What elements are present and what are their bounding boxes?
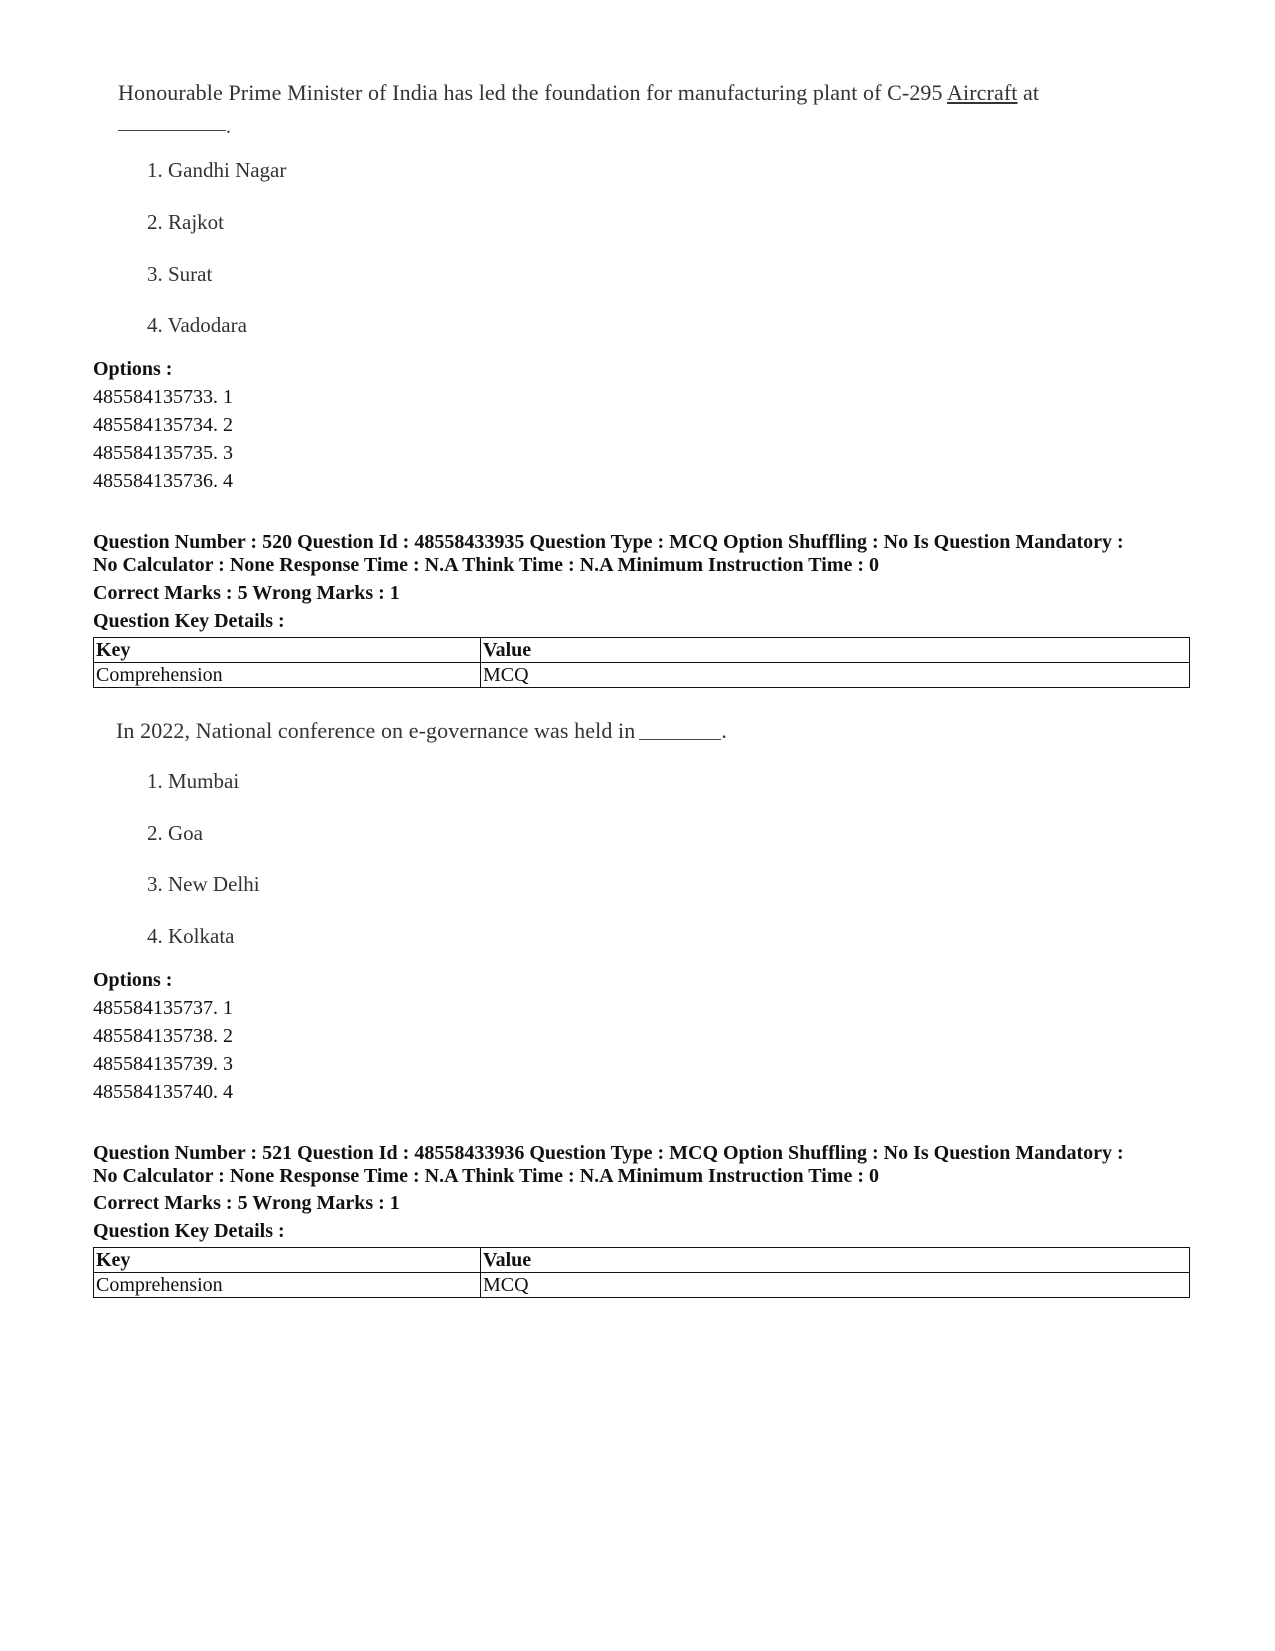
- key-details-table: [93, 637, 1190, 688]
- choice-item: 1. Mumbai: [147, 769, 240, 793]
- option-id: 485584135738. 2: [93, 1025, 233, 1047]
- option-id: 485584135736. 4: [93, 470, 233, 492]
- choice-item: 4. Vadodara: [147, 313, 247, 337]
- option-id: 485584135733. 1: [93, 386, 233, 408]
- marks-line: Correct Marks : 5 Wrong Marks : 1: [93, 582, 400, 604]
- table-row: [94, 1273, 1190, 1298]
- key-details-label: Question Key Details :: [93, 1220, 285, 1242]
- choice-item: 3. New Delhi: [147, 872, 260, 896]
- option-id: 485584135734. 2: [93, 414, 233, 436]
- table-header-row: [94, 1248, 1190, 1273]
- choice-item: 2. Goa: [147, 821, 203, 845]
- table-row: [94, 663, 1190, 688]
- marks-line: Correct Marks : 5 Wrong Marks : 1: [93, 1192, 400, 1214]
- options-label: Options :: [93, 358, 173, 380]
- question-meta-line-2: No Calculator : None Response Time : N.A Think Time : N.A Minimum Instruction Time : 0: [93, 554, 879, 576]
- table-cell-value: MCQ: [481, 663, 1190, 688]
- table-cell-value: MCQ: [481, 1273, 1190, 1298]
- question-meta: [93, 1142, 1193, 1188]
- table-header-value: Value: [481, 638, 1190, 663]
- table-header-value: Value: [481, 1248, 1190, 1273]
- options-label: Options :: [93, 969, 173, 991]
- option-id: 485584135739. 3: [93, 1053, 233, 1075]
- question-meta-line-1: Question Number : 520 Question Id : 48558433935 Question Type : MCQ Option Shuffling : No Is Question Mandatory :: [93, 531, 1124, 553]
- table-header-row: [94, 638, 1190, 663]
- choice-item: 4. Kolkata: [147, 924, 235, 948]
- question-text-body: In 2022, National conference on e-governance was held in: [116, 718, 636, 743]
- option-id: 485584135740. 4: [93, 1081, 233, 1103]
- question-text-underlined: Aircraft: [947, 80, 1018, 105]
- choice-item: 3. Surat: [147, 262, 213, 286]
- choice-item: 2. Rajkot: [147, 210, 224, 234]
- option-id: 485584135737. 1: [93, 997, 233, 1019]
- table-cell-key: Comprehension: [94, 1273, 481, 1298]
- question-meta-line-1: Question Number : 521 Question Id : 48558433936 Question Type : MCQ Option Shuffling : No Is Question Mandatory :: [93, 1142, 1124, 1164]
- blank-period: .: [226, 116, 231, 138]
- question-meta-line-2: No Calculator : None Response Time : N.A Think Time : N.A Minimum Instruction Time : 0: [93, 1165, 879, 1187]
- answer-blank: [118, 130, 226, 131]
- question-text-start: Honourable Prime Minister of India has led the foundation for manufacturing plant of C-295: [118, 80, 948, 105]
- choice-item: 1. Gandhi Nagar: [147, 158, 287, 182]
- option-id: 485584135735. 3: [93, 442, 233, 464]
- key-details-table: [93, 1247, 1190, 1298]
- question-text: [116, 718, 727, 744]
- table-header-key: Key: [94, 1248, 481, 1273]
- table-header-key: Key: [94, 638, 481, 663]
- question-text: [118, 80, 1039, 106]
- table-cell-key: Comprehension: [94, 663, 481, 688]
- answer-blank: [639, 739, 721, 740]
- blank-period: .: [721, 718, 727, 743]
- question-meta: [93, 531, 1193, 577]
- question-text-end: at: [1017, 80, 1040, 105]
- key-details-label: Question Key Details :: [93, 610, 285, 632]
